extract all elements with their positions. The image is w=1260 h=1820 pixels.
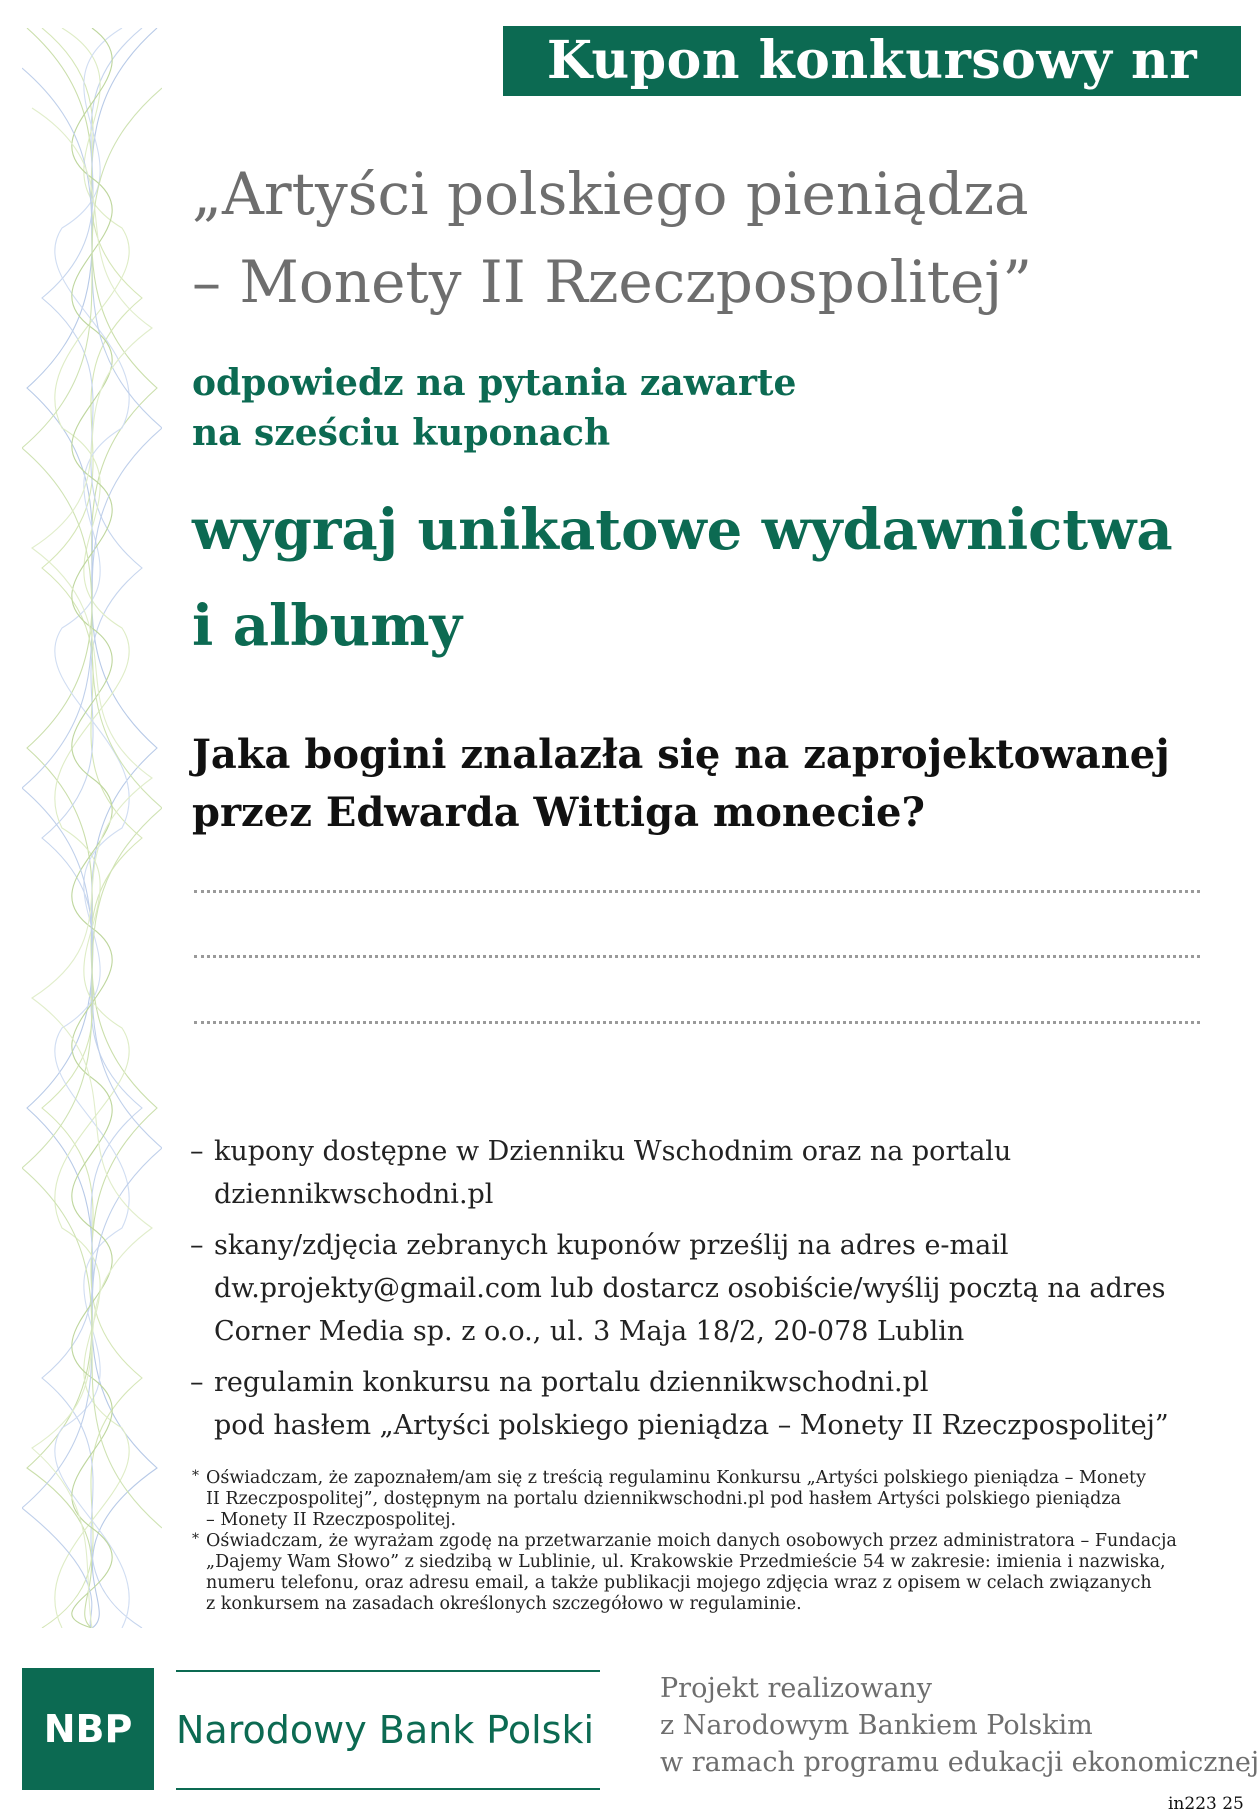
declaration-line: * Oświadczam, że wyrażam zgodę na przetwarzanie moich danych osobowych przez administratora – Fundacja <box>206 1531 1177 1551</box>
info-item-availability <box>190 1130 1240 1216</box>
prize-heading-line: wygraj unikatowe wydawnictwa <box>192 497 1173 563</box>
nbp-bottom-rule <box>176 1788 600 1790</box>
answer-line-3[interactable] <box>194 1021 1200 1024</box>
prize-heading <box>192 482 1173 674</box>
project-note-line: z Narodowym Bankiem Polskim <box>660 1710 1093 1741</box>
answer-line-2[interactable] <box>194 955 1200 958</box>
coupon-number-badge: Kupon konkursowy nr 4/6 <box>503 26 1241 96</box>
declaration-rules <box>192 1468 1222 1531</box>
nbp-full-name: Narodowy Bank Polski <box>176 1708 595 1752</box>
contest-info-list <box>190 1130 1240 1455</box>
info-line: Corner Media sp. z o.o., ul. 3 Maja 18/2, 20-078 Lublin <box>214 1316 965 1347</box>
declaration-line: numeru telefonu, oraz adresu email, a także publikacji mojego zdjęcia wraz z opisem w celach związanych <box>206 1573 1152 1593</box>
instruction-line: odpowiedz na pytania zawarte <box>192 362 797 404</box>
instruction-line: na sześciu kuponach <box>192 412 611 454</box>
nbp-top-rule <box>176 1670 600 1672</box>
info-line: – kupony dostępne w Dzienniku Wschodnim oraz na portalu <box>214 1136 1012 1167</box>
info-item-submission <box>190 1224 1240 1353</box>
nbp-logo: NBP <box>22 1668 154 1790</box>
declaration-line: – Monety II Rzeczpospolitej. <box>206 1510 457 1530</box>
declaration-line: „Dajemy Wam Słowo” z siedzibą w Lublinie, ul. Krakowskie Przedmieście 54 w zakresie: imienia i nazwiska, <box>206 1552 1166 1572</box>
project-note-line: Projekt realizowany <box>660 1673 933 1704</box>
project-note <box>660 1670 1259 1781</box>
print-code: in223 25 <box>1168 1794 1244 1814</box>
project-note-line: w ramach programu edukacji ekonomicznej <box>660 1747 1260 1778</box>
contest-title <box>192 150 1192 326</box>
info-line: dziennikwschodni.pl <box>214 1179 494 1210</box>
info-line: dw.projekty@gmail.com lub dostarcz osobiście/wyślij pocztą na adres <box>214 1273 1166 1304</box>
info-item-rules <box>190 1361 1240 1447</box>
info-line: – skany/zdjęcia zebranych kuponów prześlij na adres e-mail <box>214 1230 1009 1261</box>
answer-line-1[interactable] <box>194 890 1200 893</box>
question-line: Jaka bogini znalazła się na zaprojektowanej <box>192 731 1170 778</box>
declaration-data-consent <box>192 1531 1222 1615</box>
contest-question <box>192 726 1170 842</box>
legal-declarations <box>192 1468 1222 1615</box>
instruction-text <box>192 358 796 458</box>
contest-title-line: „Artyści polskiego pieniądza <box>192 160 1029 228</box>
declaration-line: II Rzeczpospolitej”, dostępnym na portalu dziennikwschodni.pl pod hasłem Artyści polskiego pieniądza <box>206 1489 1121 1509</box>
decorative-guilloche-pattern <box>22 28 162 1628</box>
declaration-line: * Oświadczam, że zapoznałem/am się z treścią regulaminu Konkursu „Artyści polskiego pieniądza – Monety <box>206 1468 1146 1488</box>
question-line: przez Edwarda Wittiga monecie? <box>192 789 925 836</box>
contest-title-line: – Monety II Rzeczpospolitej” <box>192 248 1033 316</box>
declaration-line: z konkursem na zasadach określonych szczegółowo w regulaminie. <box>206 1594 802 1614</box>
prize-heading-line: i albumy <box>192 593 462 659</box>
info-line: pod hasłem „Artyści polskiego pieniądza – Monety II Rzeczpospolitej” <box>214 1410 1169 1441</box>
info-line: – regulamin konkursu na portalu dziennikwschodni.pl <box>214 1367 929 1398</box>
